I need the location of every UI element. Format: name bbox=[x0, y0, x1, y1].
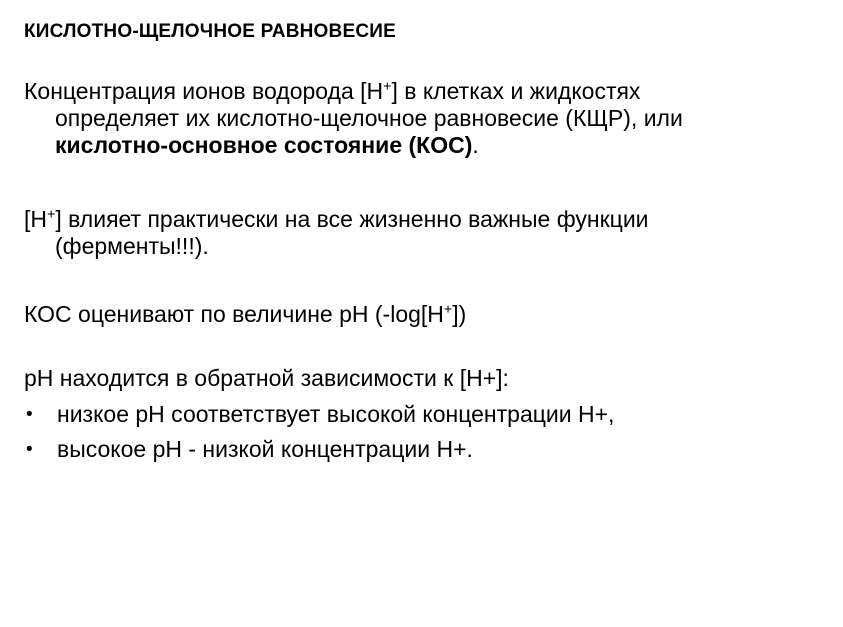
bold-text-segment: кислотно-основное состояние (КОС) bbox=[55, 132, 473, 158]
paragraph-line: pH находится в обратной зависимости к [H+]: bbox=[24, 365, 509, 391]
paragraph-line: (ферменты!!!). bbox=[55, 233, 209, 259]
superscript-plus: + bbox=[47, 206, 56, 223]
paragraph-line bbox=[24, 301, 823, 328]
bullet-icon: • bbox=[26, 439, 33, 460]
paragraph-line: определяет их кислотно-щелочное равновесие (КЩР), или bbox=[55, 105, 683, 131]
text-segment: ] влияет практически на все жизненно важные функции bbox=[55, 206, 649, 232]
bullet-icon: • bbox=[26, 404, 33, 425]
paragraph-line bbox=[24, 206, 823, 233]
text-segment: [H bbox=[24, 206, 47, 232]
text-segment: ]) bbox=[452, 301, 467, 327]
text-segment: ] в клетках и жидкостях bbox=[391, 78, 641, 104]
paragraph-influence bbox=[24, 206, 823, 260]
superscript-plus: + bbox=[443, 301, 453, 318]
text-segment: КОС оценивают по величине pH (-log[H bbox=[24, 301, 444, 327]
paragraph-ph-evaluation bbox=[24, 301, 823, 328]
list-item-text: высокое pH - низкой концентрации Н+. bbox=[57, 436, 473, 462]
bullet-list bbox=[24, 401, 823, 463]
paragraph-line bbox=[24, 78, 823, 105]
list-item-text: низкое pH соответствует высокой концентрации Н+, bbox=[57, 401, 615, 427]
list-item bbox=[24, 401, 823, 428]
superscript-plus: + bbox=[383, 78, 392, 95]
text-segment: Концентрация ионов водорода [H bbox=[24, 78, 384, 104]
list-item bbox=[24, 436, 823, 463]
paragraph-inverse-relation bbox=[24, 365, 823, 392]
paragraph-concentration bbox=[24, 78, 823, 159]
text-segment: . bbox=[472, 132, 479, 158]
paragraph-line bbox=[24, 132, 823, 159]
slide-title: КИСЛОТНО-ЩЕЛОЧНОЕ РАВНОВЕСИЕ bbox=[24, 21, 396, 42]
